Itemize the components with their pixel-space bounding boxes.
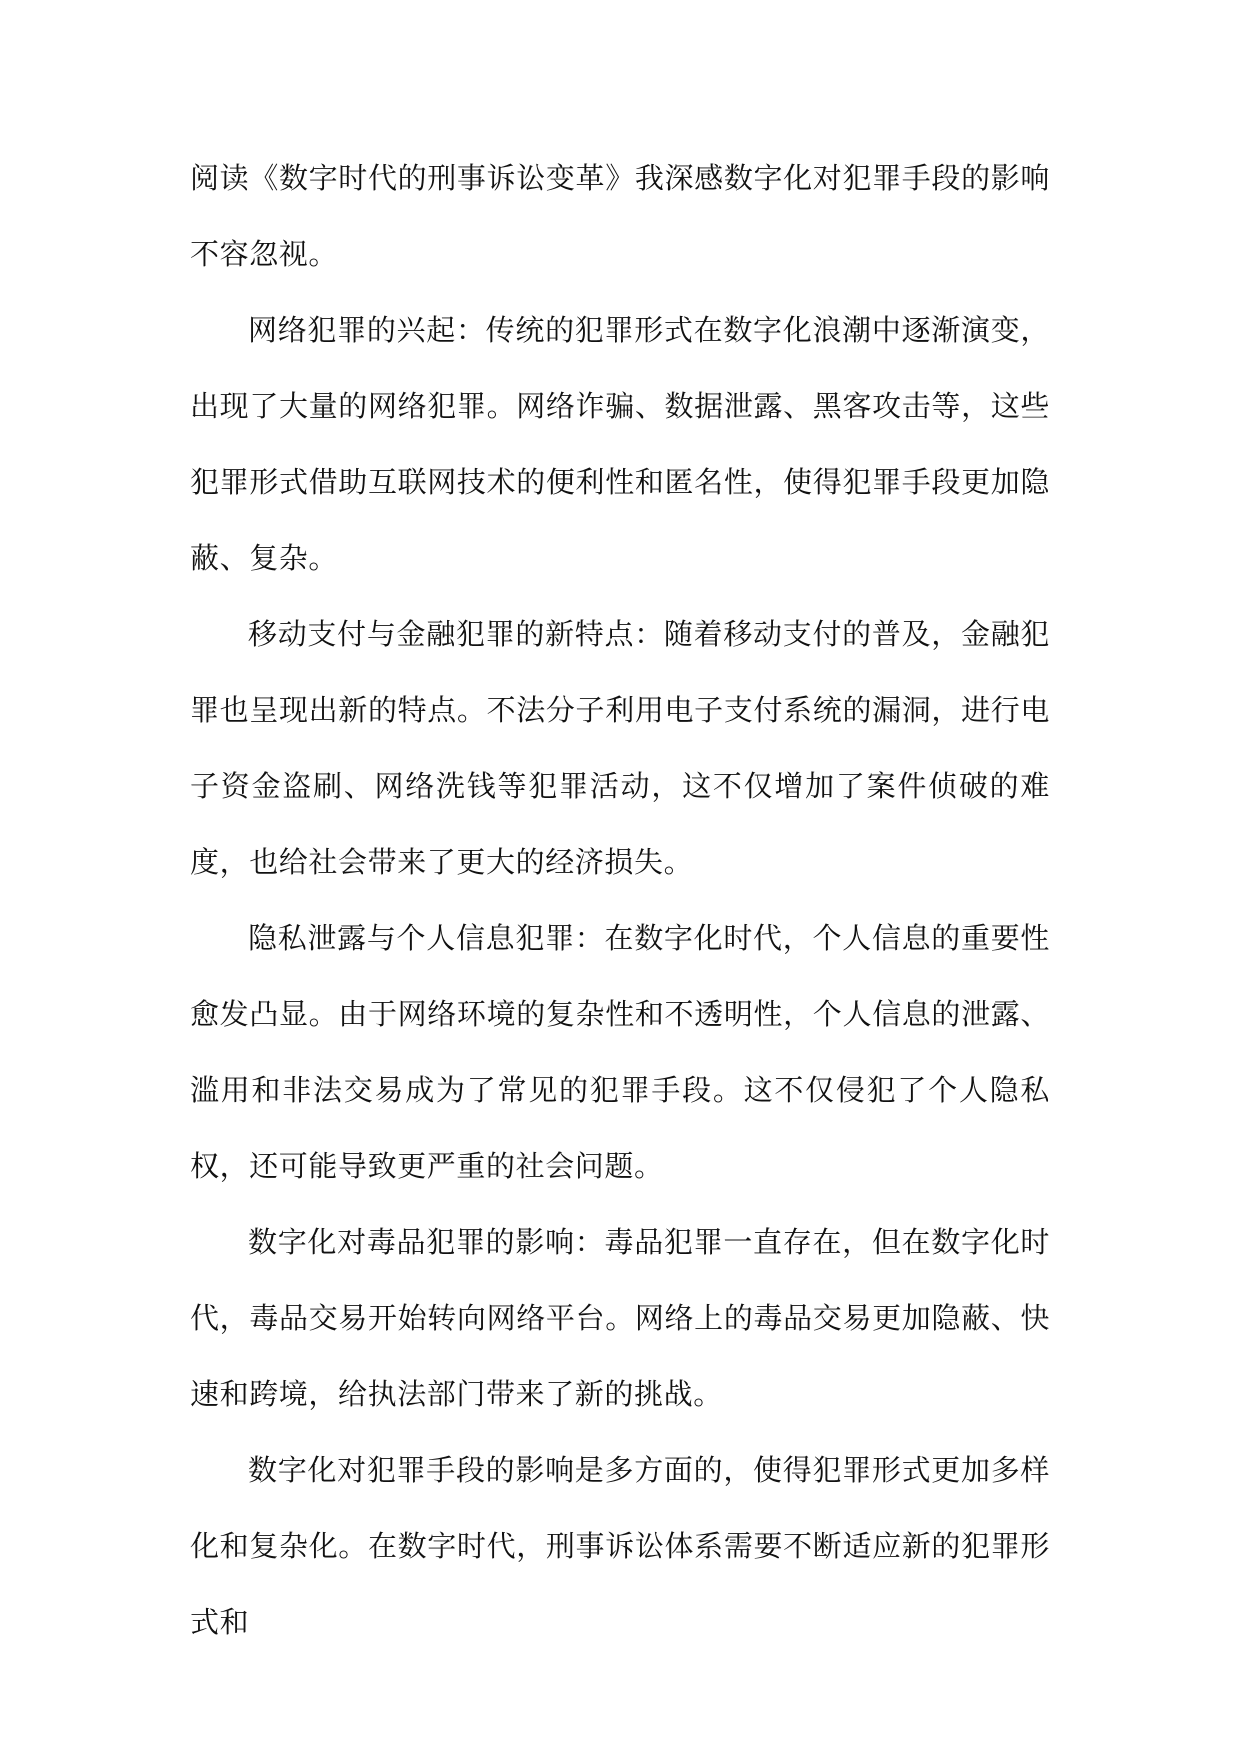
paragraph-drug-crime: 数字化对毒品犯罪的影响：毒品犯罪一直存在，但在数字化时代，毒品交易开始转向网络平台。网络上的毒品交易更加隐蔽、快速和跨境，给执法部门带来了新的挑战。 bbox=[190, 1225, 1050, 1411]
paragraph-network-crime: 网络犯罪的兴起：传统的犯罪形式在数字化浪潮中逐渐演变，出现了大量的网络犯罪。网络诈骗、数据泄露、黑客攻击等，这些犯罪形式借助互联网技术的便利性和匿名性，使得犯罪手段更加隐蔽、复杂。 bbox=[190, 313, 1050, 575]
paragraph-mobile-payment: 移动支付与金融犯罪的新特点：随着移动支付的普及，金融犯罪也呈现出新的特点。不法分子利用电子支付系统的漏洞，进行电子资金盗刷、网络洗钱等犯罪活动，这不仅增加了案件侦破的难度，也给社会带来了更大的经济损失。 bbox=[190, 617, 1050, 879]
paragraph-intro: 阅读《数字时代的刑事诉讼变革》我深感数字化对犯罪手段的影响不容忽视。 bbox=[190, 161, 1050, 271]
body-text bbox=[190, 140, 1050, 1660]
paragraph-conclusion: 数字化对犯罪手段的影响是多方面的，使得犯罪形式更加多样化和复杂化。在数字时代，刑事诉讼体系需要不断适应新的犯罪形式和 bbox=[190, 1453, 1050, 1639]
paragraph-privacy: 隐私泄露与个人信息犯罪：在数字化时代，个人信息的重要性愈发凸显。由于网络环境的复杂性和不透明性，个人信息的泄露、滥用和非法交易成为了常见的犯罪手段。这不仅侵犯了个人隐私权，还可能导致更严重的社会问题。 bbox=[190, 921, 1050, 1183]
